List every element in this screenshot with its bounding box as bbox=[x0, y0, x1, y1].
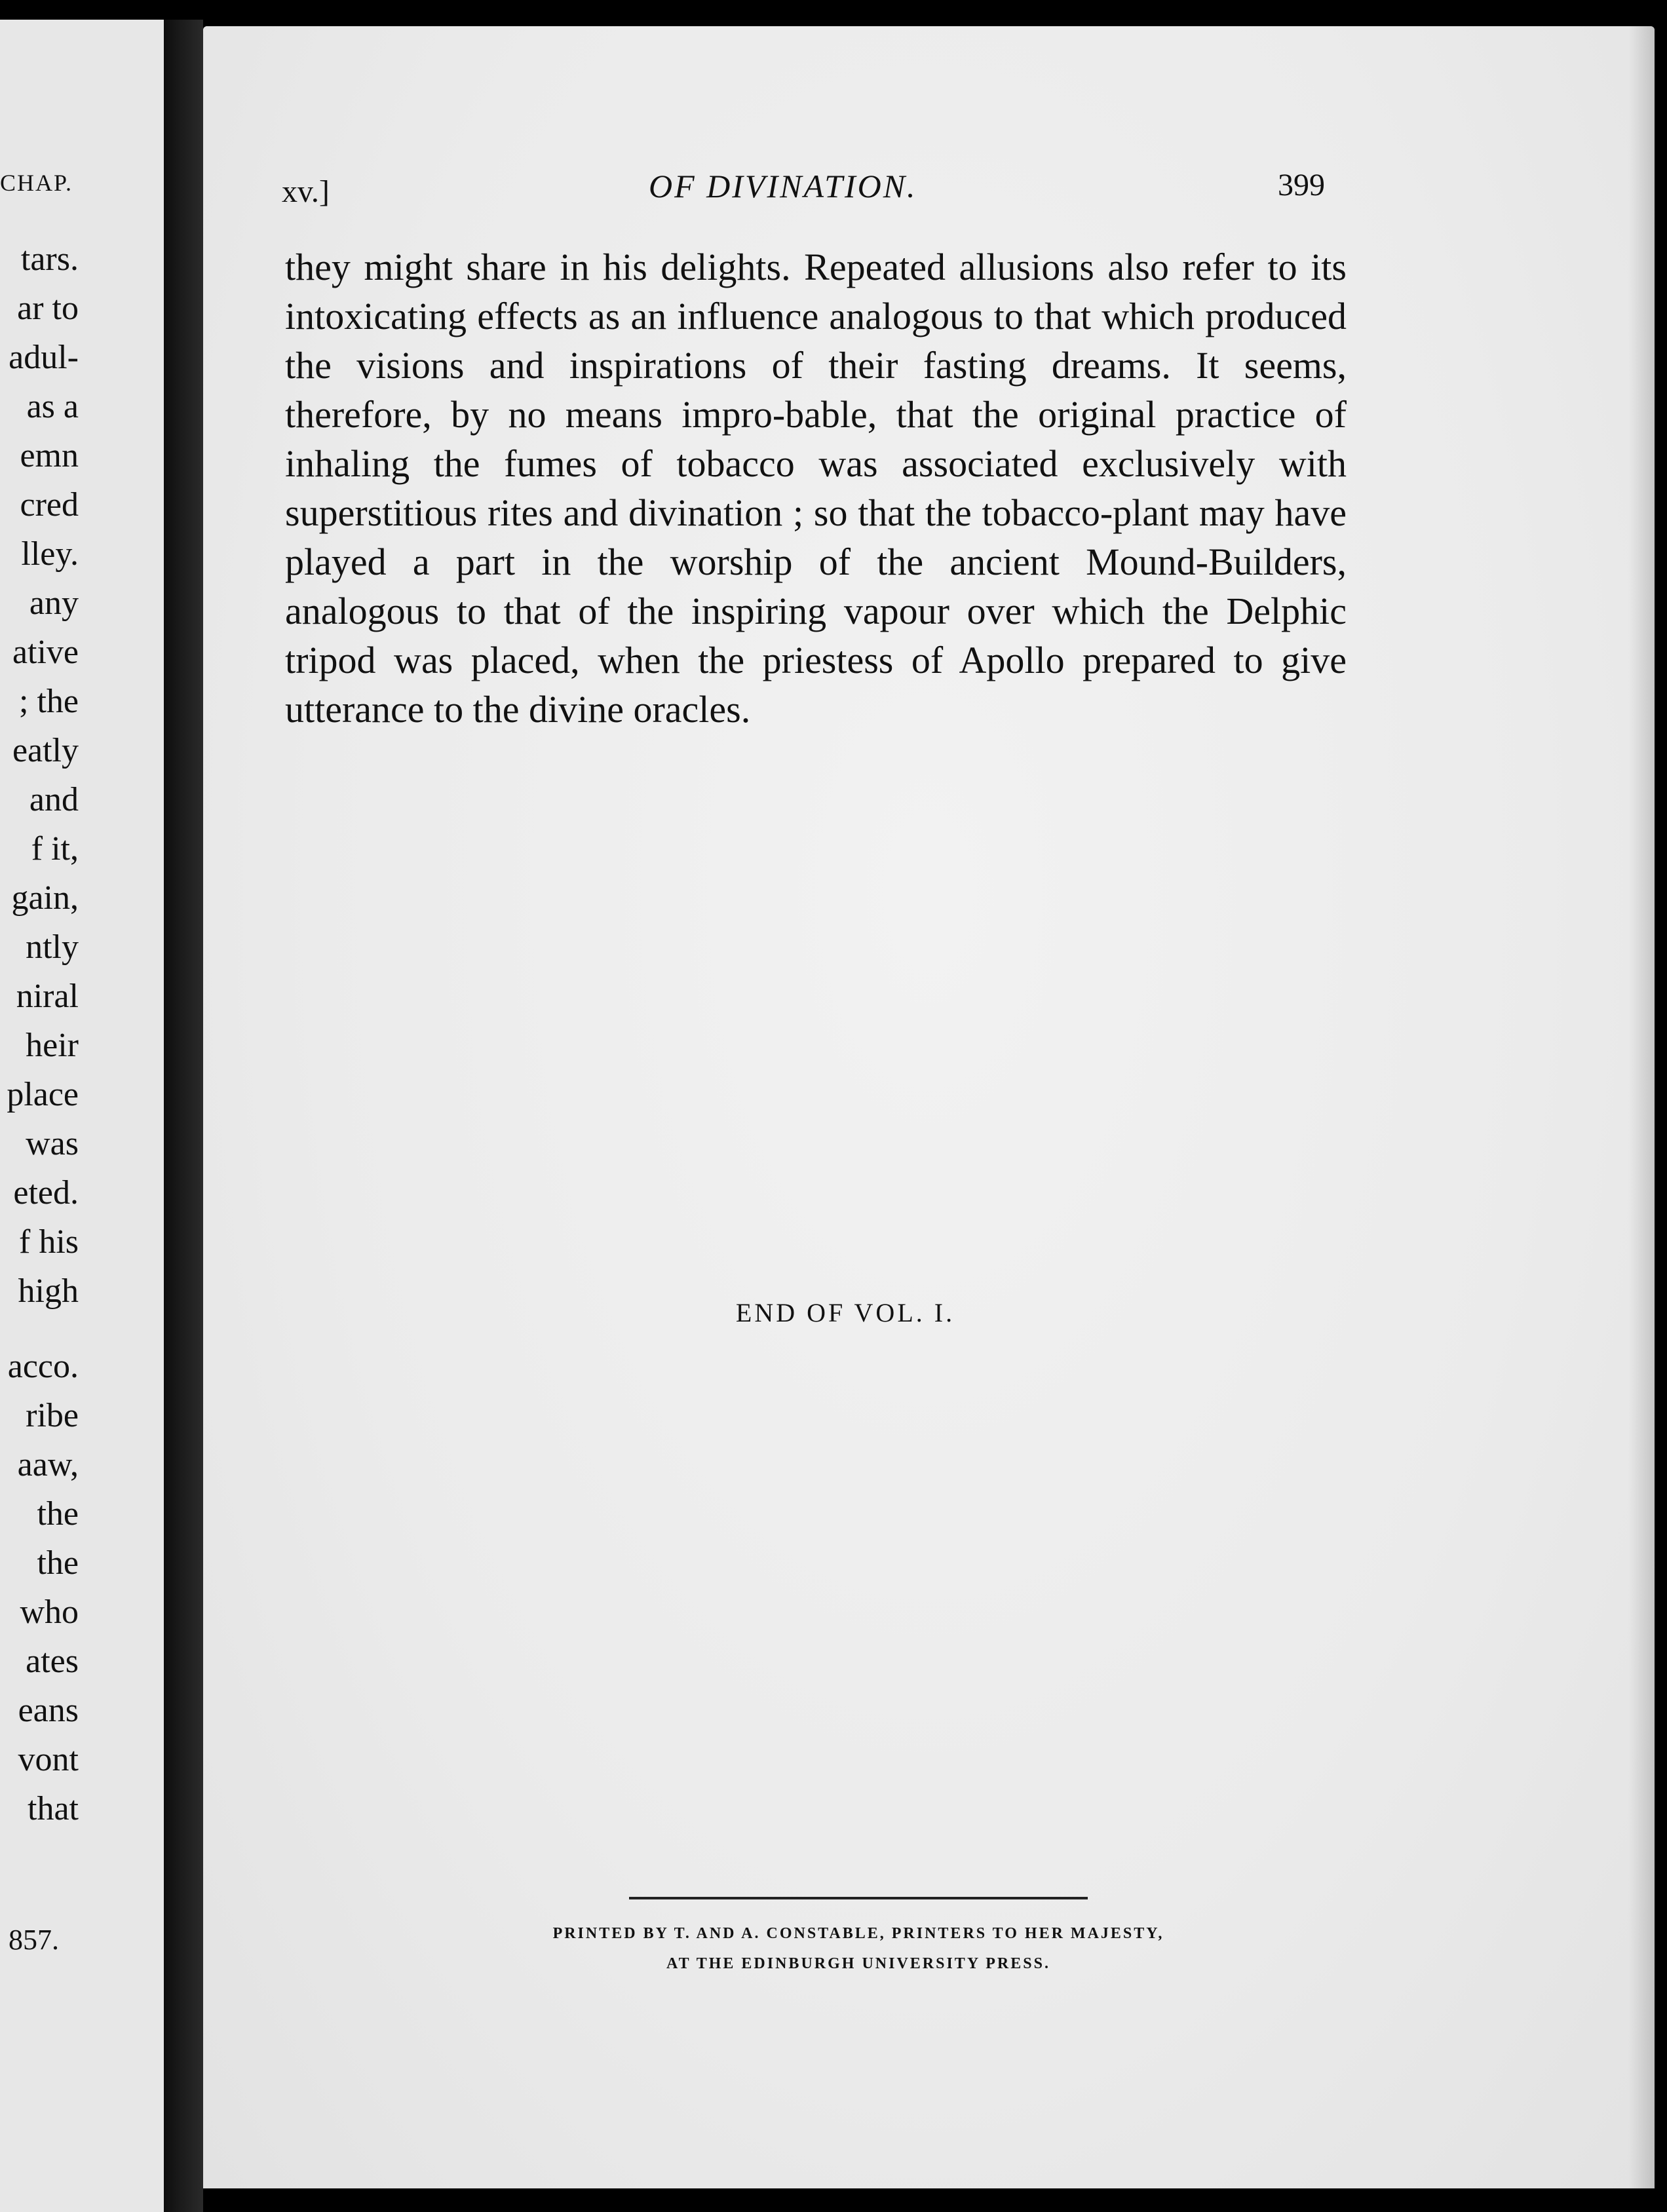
left-page-line-fragment: and bbox=[29, 781, 79, 818]
left-page-line-fragment: any bbox=[29, 584, 79, 622]
book-page bbox=[203, 26, 1655, 2188]
left-page-line-fragment: gain, bbox=[11, 879, 79, 917]
left-page-line-fragment: lley. bbox=[21, 535, 79, 573]
left-page-line-fragment: eted. bbox=[13, 1174, 79, 1211]
left-page-line-fragment: adul- bbox=[9, 339, 79, 376]
body-text bbox=[285, 242, 1347, 734]
printer-imprint-line-1: PRINTED BY T. AND A. CONSTABLE, PRINTERS TO HER MAJESTY, bbox=[552, 1925, 1164, 1942]
left-page-line-fragment: place bbox=[7, 1076, 79, 1113]
left-page-line-fragment: the bbox=[37, 1544, 79, 1582]
left-page-line-fragment: vont bbox=[18, 1741, 79, 1778]
left-page-line-fragment: as a bbox=[26, 388, 79, 425]
left-page-header: CHAP. bbox=[0, 170, 73, 196]
left-page-line-fragment: heir bbox=[26, 1027, 79, 1064]
left-page-line-fragment: aaw, bbox=[17, 1446, 79, 1483]
page-edge-shadow bbox=[1628, 26, 1655, 2188]
left-page-line-fragment: the bbox=[37, 1495, 79, 1533]
left-page-line-fragment: cred bbox=[20, 486, 79, 524]
running-head bbox=[203, 167, 1655, 213]
left-page-line-fragment: emn bbox=[20, 437, 79, 474]
left-page-line-fragment: ; the bbox=[19, 683, 79, 720]
left-page-footer: 857. bbox=[9, 1924, 59, 1956]
left-page-line-fragment: was bbox=[26, 1125, 79, 1162]
body-paragraph: they might share in his delights. Repeated allusions also refer to its intoxicating effects as an influence analogous to that which produced the visions and inspirations of their fasting dreams. It seems, therefore, by no means impro-bable, that the original practice of inhaling the fumes of tobacco was associated exclusively with superstitious rites and divination ; so that the tobacco-plant may have played a part in the worship of the ancient Mound-Builders, analogous to that of the inspiring vapour over which the Delphic tripod was placed, when the priestess of Apollo prepared to give utterance to the divine oracles. bbox=[285, 246, 1347, 731]
book-gutter bbox=[164, 20, 203, 2212]
left-page-line-fragment: eatly bbox=[12, 732, 79, 769]
imprint-rule bbox=[629, 1897, 1088, 1899]
left-page-line-fragment: that bbox=[28, 1790, 79, 1827]
left-facing-page bbox=[0, 20, 164, 2212]
left-page-line-fragment: who bbox=[20, 1593, 79, 1631]
left-page-line-fragment: ative bbox=[12, 634, 79, 671]
left-page-line-fragment: f his bbox=[19, 1223, 79, 1261]
end-of-volume-mark: END OF VOL. I. bbox=[735, 1298, 955, 1327]
printer-imprint-line-2: AT THE EDINBURGH UNIVERSITY PRESS. bbox=[666, 1955, 1050, 1972]
left-page-line-fragment: tars. bbox=[20, 240, 79, 278]
chapter-marker: xv.] bbox=[282, 174, 330, 209]
left-page-line-fragment: acco. bbox=[7, 1348, 79, 1385]
page-number: 399 bbox=[1278, 168, 1325, 202]
left-page-line-fragment: ates bbox=[26, 1643, 79, 1680]
left-page-line-fragment: eans bbox=[18, 1692, 79, 1729]
left-page-line-fragment: niral bbox=[16, 978, 79, 1015]
left-page-line-fragment: ntly bbox=[26, 928, 79, 966]
running-title: OF DIVINATION. bbox=[649, 168, 917, 204]
left-page-line-fragment: f it, bbox=[31, 830, 79, 868]
left-page-line-fragment: ribe bbox=[26, 1397, 79, 1434]
left-page-line-fragment: ar to bbox=[17, 290, 79, 327]
left-page-line-fragment: high bbox=[18, 1272, 79, 1310]
